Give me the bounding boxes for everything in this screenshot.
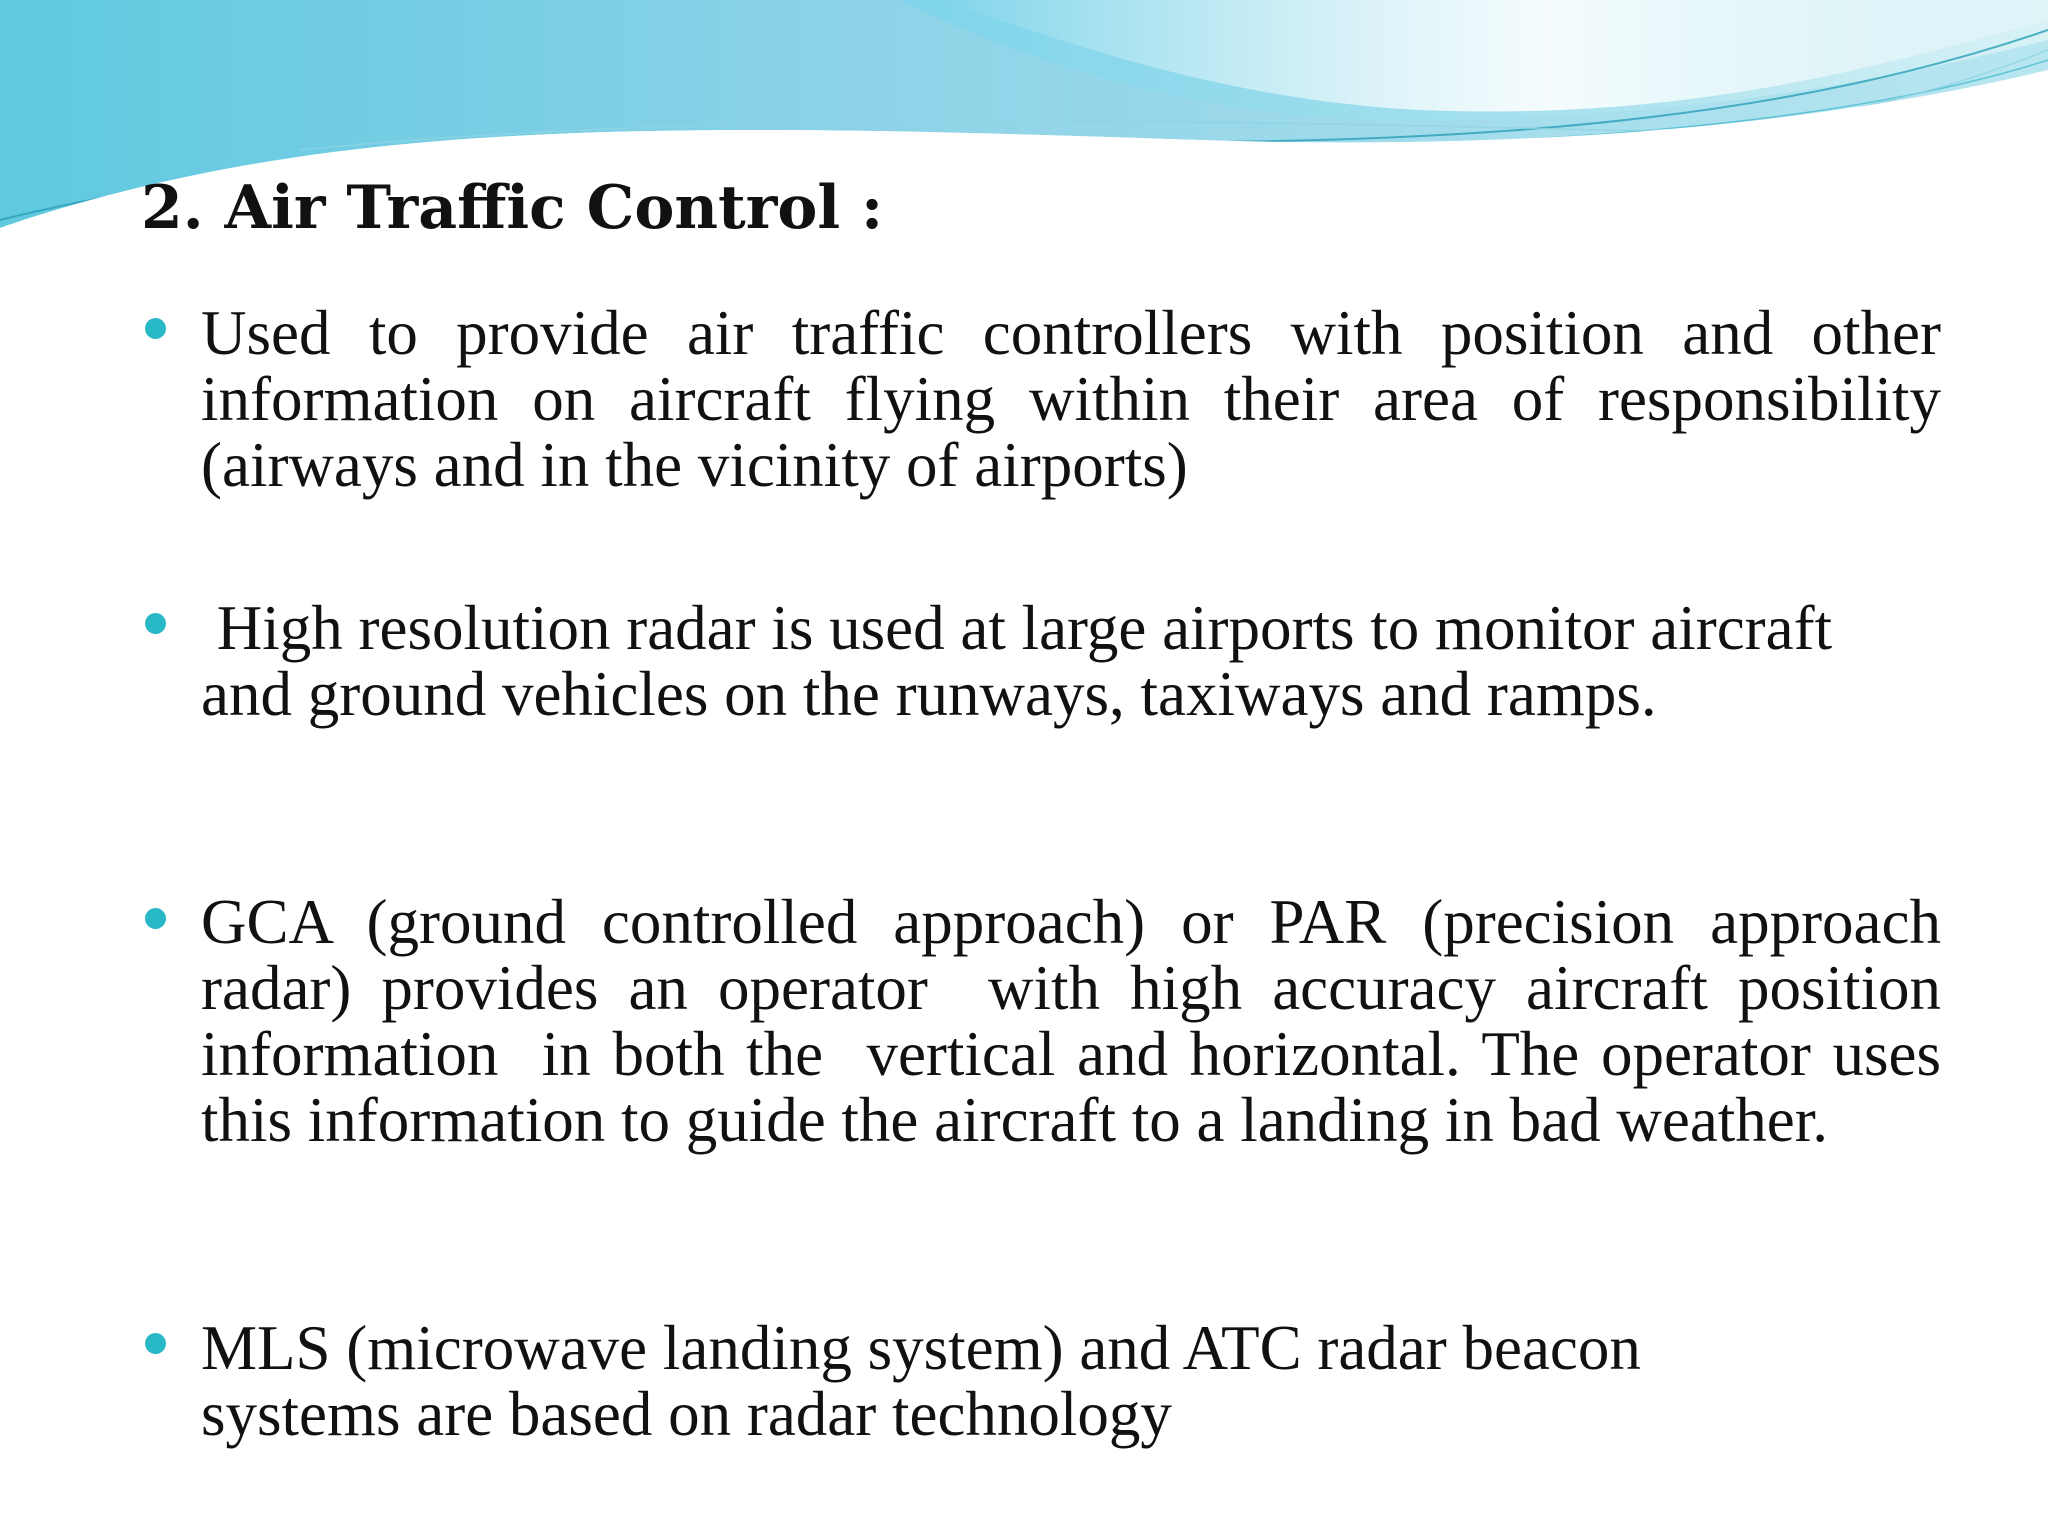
bullet-text: High resolution radar is used at large airports to monitor aircraft and ground vehicles on the runways, taxiways and ramps.	[201, 593, 1848, 729]
slide-title: 2. Air Traffic Control :	[141, 173, 884, 243]
bullet-dot-icon	[145, 318, 166, 339]
bullet-text: GCA (ground controlled approach) or PAR (precision approach radar) provides an operator with high accuracy aircraft position information in both the vertical and horizontal. The operator uses this information to guide the aircraft to a landing in bad weather.	[201, 887, 1973, 1155]
bullet-dot-icon	[145, 1333, 166, 1354]
bullet-dot-icon	[145, 908, 166, 929]
bullet-text: MLS (microwave landing system) and ATC radar beacon systems are based on radar technology	[201, 1313, 1641, 1449]
bullet-dot-icon	[145, 613, 166, 634]
bullet-text: Used to provide air traffic controllers with position and other information on aircraft flying within their area of responsibility (airways and in the vicinity of airports)	[201, 298, 1941, 500]
